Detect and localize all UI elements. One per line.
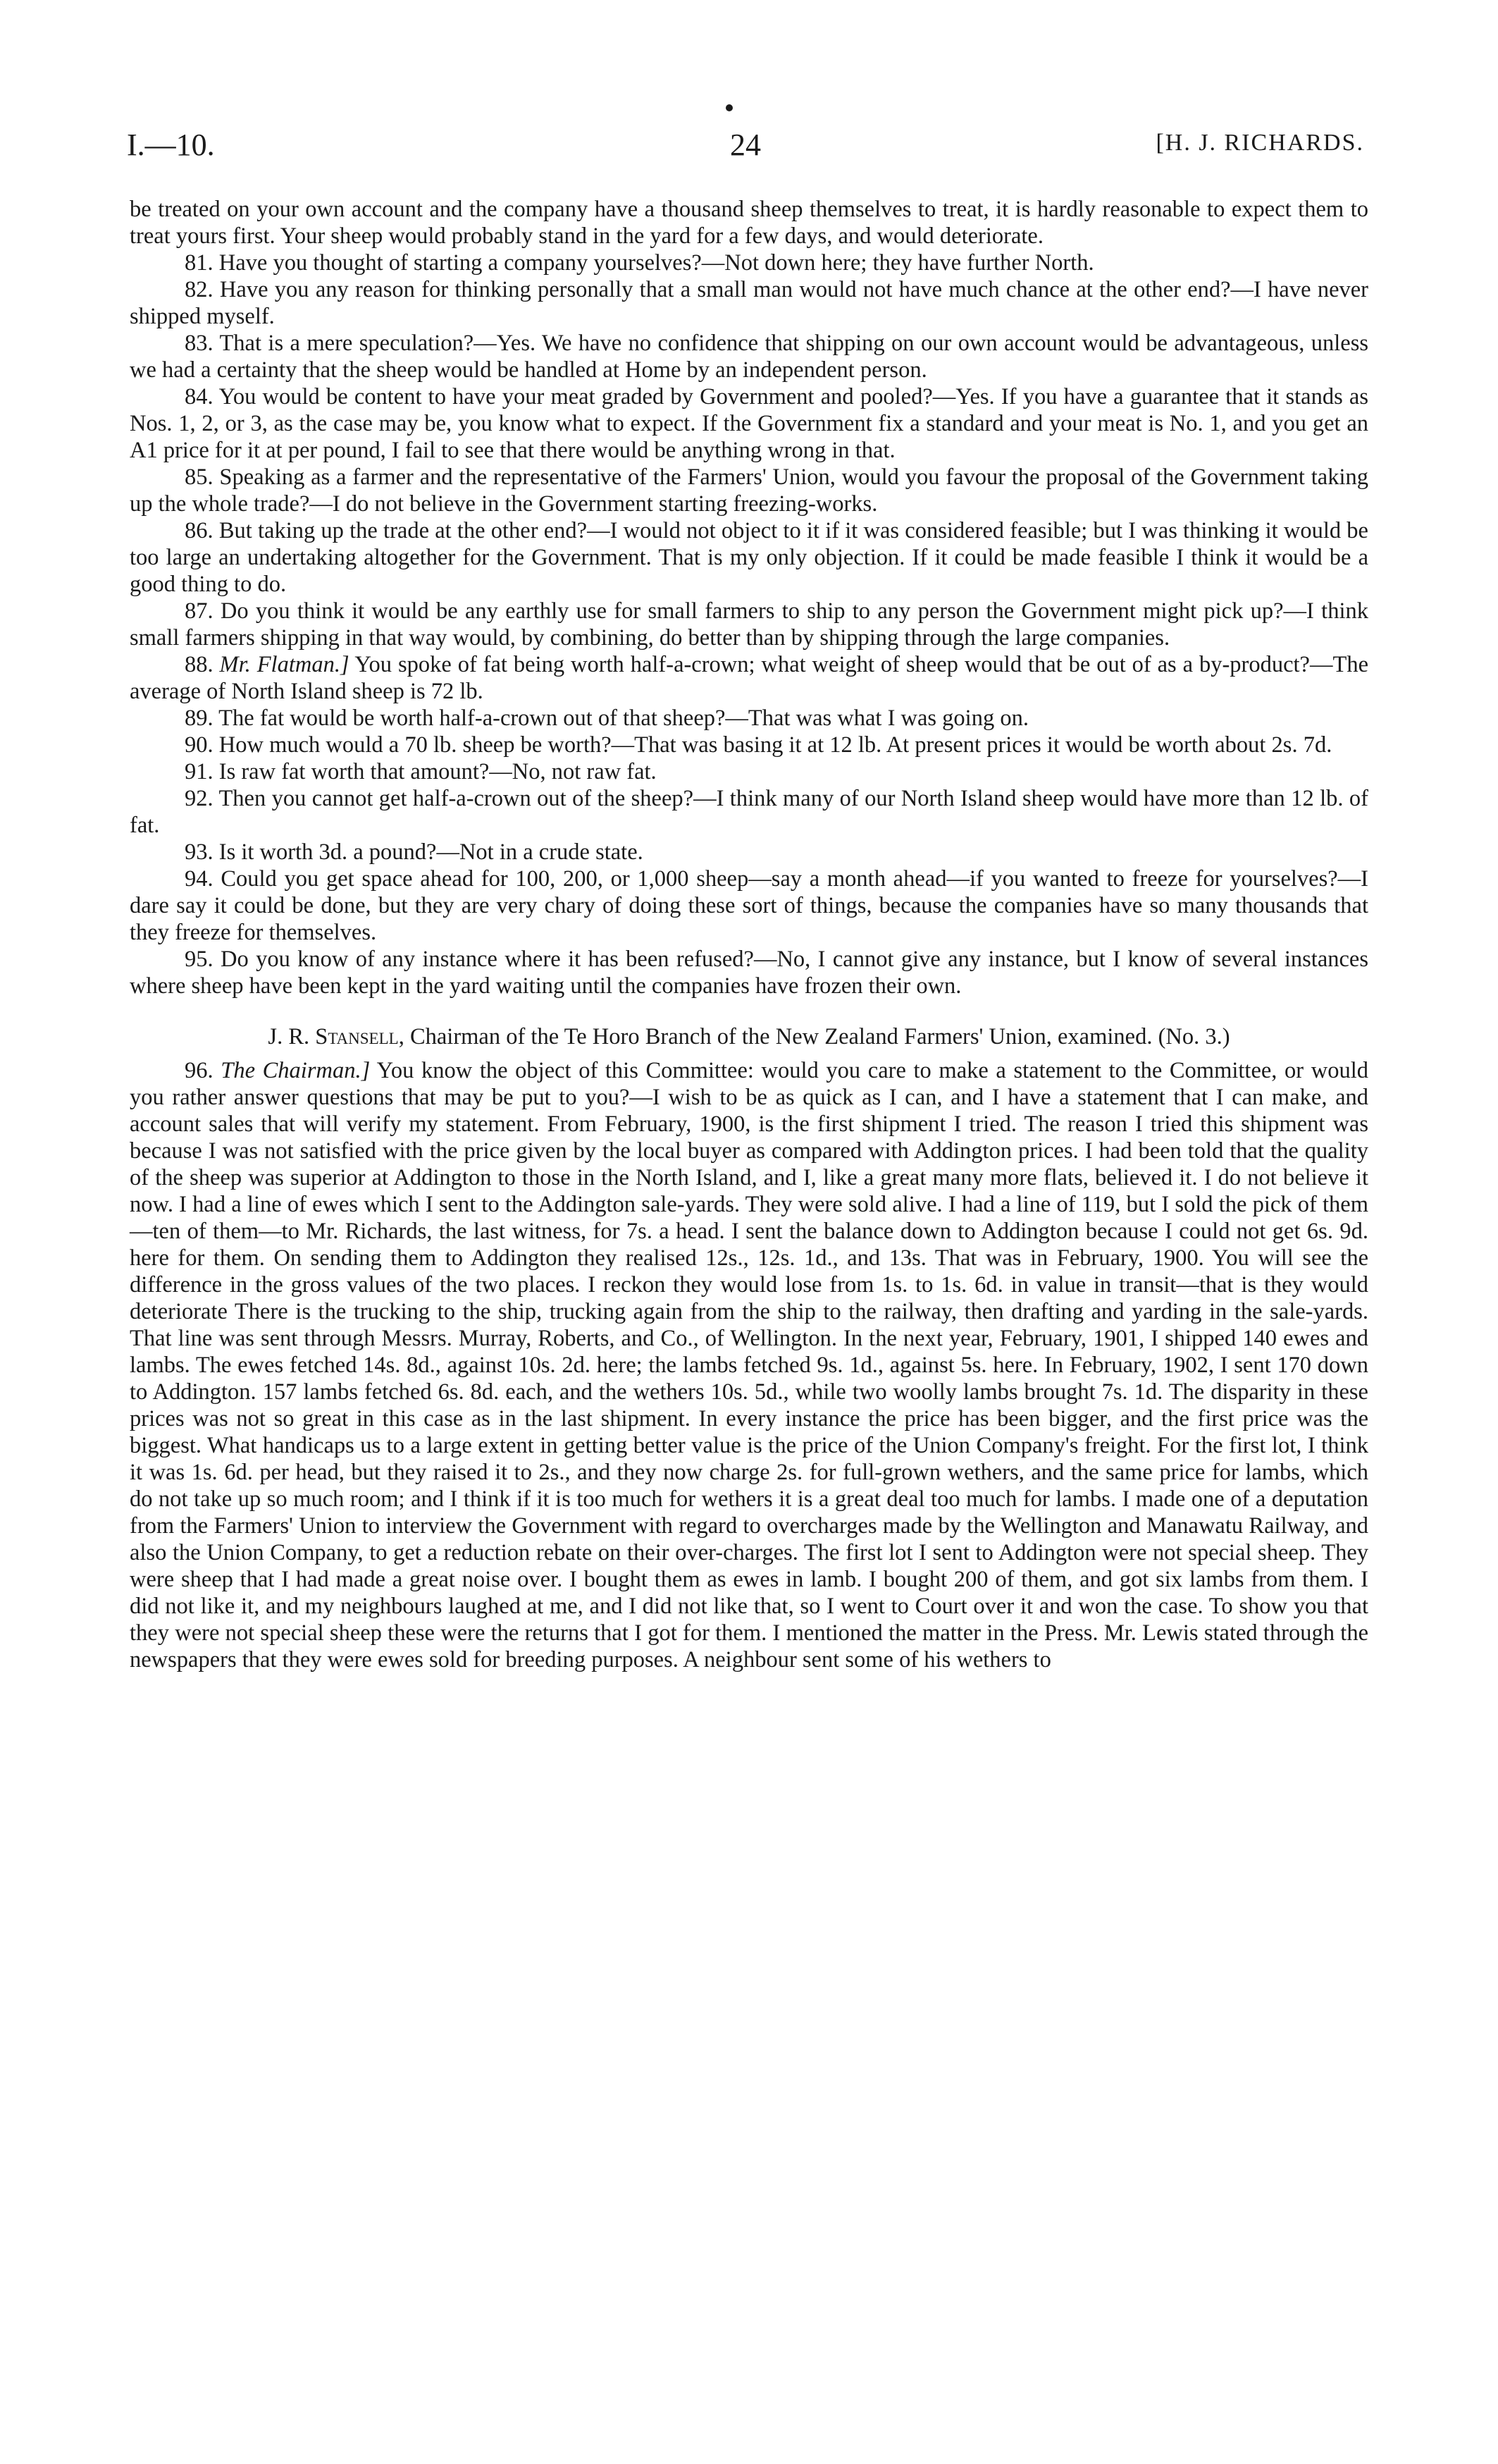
question-number: 96. — [185, 1058, 213, 1083]
witness-name: Stansell — [315, 1024, 399, 1049]
question-88 — [130, 651, 1368, 705]
witness-initials: J. R. — [268, 1024, 310, 1049]
question-84: 84. You would be content to have your meat graded by Government and pooled?—Yes. If you have a guarantee that it stands as Nos. 1, 2, or 3, as the case may be, you know what to expect. If the Government fix a standard and your meat is No. 1, and you get an A1 price for it at per pound, I fail to see that there would be anything wrong in that. — [130, 384, 1368, 463]
question-82: 82. Have you any reason for thinking personally that a small man would not have much chance at the other end?—I have never shipped myself. — [130, 277, 1368, 329]
question-81: 81. Have you thought of starting a company yourselves?—Not down here; they have further North. — [185, 250, 1094, 276]
witness-description: , Chairman of the Te Horo Branch of the New Zealand Farmers' Union, examined. (No. 3.) — [398, 1024, 1230, 1049]
question-83: 83. That is a mere speculation?—Yes. We have no confidence that shipping on our own account would be advantageous, unless we had a certainty that the sheep would be handled at Home by an independent person. — [130, 331, 1368, 383]
speaker-label: Mr. Flatman.] — [219, 652, 349, 677]
continuation-paragraph: be treated on your own account and the company have a thousand sheep themselves to treat, it is hardly reasonable to expect them to treat yours first. Your sheep would probably stand in the yard for a few days, and would deteriorate. — [130, 197, 1368, 249]
question-87: 87. Do you think it would be any earthly use for small farmers to ship to any person the Government might pick up?—I think small farmers shipping in that way would, by combining, do better than by shipping through the large companies. — [130, 598, 1368, 651]
witness-heading — [130, 1023, 1368, 1050]
question-92: 92. Then you cannot get half-a-crown out of the sheep?—I think many of our North Island sheep would have more than 12 lb. of fat. — [130, 786, 1368, 838]
question-text: You know the object of this Committee: would you care to make a statement to the Committee, or would you rather answer questions that may be put to you?—I wish to be as quick as I can, and I have a statement that I can make, and account sales that will verify my statement. From February, 1900, is the first shipment I tried. The reason I tried this shipment was because I was not satisfied with the price given by the local buyer as compared with Addington prices. I had been told that the quality of the sheep was superior at Addington to those in the North Island, and I, like a great many more flats, believed it. I do not believe it now. I had a line of ewes which I sent to the Addington sale-yards. They were sold alive. I had a line of 119, but I sold the pick of them—ten of them—to Mr. Richards, the last witness, for 7s. a head. I sent the balance down to Addington because I could not get 6s. 9d. here for them. On sending them to Addington they realised 12s., 12s. 1d., and 13s. That was in February, 1900. You will see the difference in the gross values of the two places. I reckon they would lose from 1s. to 1s. 6d. in value in transit—that is they would deteriorate There is the trucking to the ship, trucking again from the ship to the railway, then drafting and yarding in the sale-yards. That line was sent through Messrs. Murray, Roberts, and Co., of Wellington. In the next year, February, 1901, I shipped 140 ewes and lambs. The ewes fetched 14s. 8d., against 10s. 2d. here; the lambs fetched 9s. 1d., against 5s. here. In February, 1902, I sent 170 down to Addington. 157 lambs fetched 6s. 8d. each, and the wethers 10s. 5d., while two woolly lambs brought 7s. 1d. The disparity in these prices was not so great in this case as in the last shipment. In every instance the price has been bigger, and the first price was the biggest. What handicaps us to a large extent in getting better value is the price of the Union Company's freight. For the first lot, I think it was 1s. 6d. per head, but they raised it to 2s., and they now charge 2s. for full-grown wethers, and the same price for lambs, which do not take up so much room; and I think if it is too much for wethers it is a great deal too much for lambs. I made one of a deputation from the Farmers' Union to interview the Government with regard to overcharges made by the Wellington and Manawatu Railway, and also the Union Company, to get a reduction rebate on their over-charges. The first lot I sent to Addington were not special sheep. They were sheep that I had made a great noise over. I bought them as ewes in lamb. I bought 200 of them, and got six lambs from them. I did not like it, and my neighbours laughed at me, and I did not like that, so I went to Court over it and won the case. To show you that they were not special sheep these were the returns that I got for them. I mentioned the matter in the Press. Mr. Lewis stated through the newspapers that they were ewes sold for breeding purposes. A neighbour sent some of his wethers to — [130, 1058, 1368, 1673]
paper-reference: I.—10. — [127, 128, 215, 162]
speaker-label: The Chairman.] — [221, 1058, 371, 1083]
document-body — [130, 196, 1368, 1673]
printer-mark — [726, 104, 733, 111]
running-header — [127, 127, 1364, 169]
question-number: 88. — [185, 652, 213, 677]
question-86: 86. But taking up the trade at the other end?—I would not object to it if it was considered feasible; but I was thinking it would be too large an undertaking altogether for the Government. That is my only objection. If it could be made feasible I think it would be a good thing to do. — [130, 518, 1368, 597]
question-91: 91. Is raw fat worth that amount?—No, not raw fat. — [185, 759, 657, 784]
page-number: 24 — [730, 128, 761, 162]
question-95: 95. Do you know of any instance where it has been refused?—No, I cannot give any instance, but I know of several instances where sheep have been kept in the yard waiting until the companies have frozen their own. — [130, 947, 1368, 999]
witness-header: [H. J. RICHARDS. — [1156, 130, 1364, 156]
question-90: 90. How much would a 70 lb. sheep be worth?—That was basing it at 12 lb. At present prices it would be worth about 2s. 7d. — [185, 732, 1332, 758]
question-text: You spoke of fat being worth half-a-crown; what weight of sheep would that be out of as a by-product?—The average of North Island sheep is 72 lb. — [130, 652, 1369, 704]
question-85: 85. Speaking as a farmer and the representative of the Farmers' Union, would you favour the proposal of the Government taking up the whole trade?—I do not believe in the Government starting freezing-works. — [130, 464, 1368, 517]
question-96 — [130, 1057, 1368, 1673]
question-89: 89. The fat would be worth half-a-crown out of that sheep?—That was what I was going on. — [185, 706, 1029, 731]
question-93: 93. Is it worth 3d. a pound?—Not in a crude state. — [185, 839, 643, 865]
question-94: 94. Could you get space ahead for 100, 200, or 1,000 sheep—say a month ahead—if you wanted to freeze for yourselves?—I dare say it could be done, but they are very chary of doing these sort of things, because the companies have so many thousands that they freeze for themselves. — [130, 866, 1368, 945]
